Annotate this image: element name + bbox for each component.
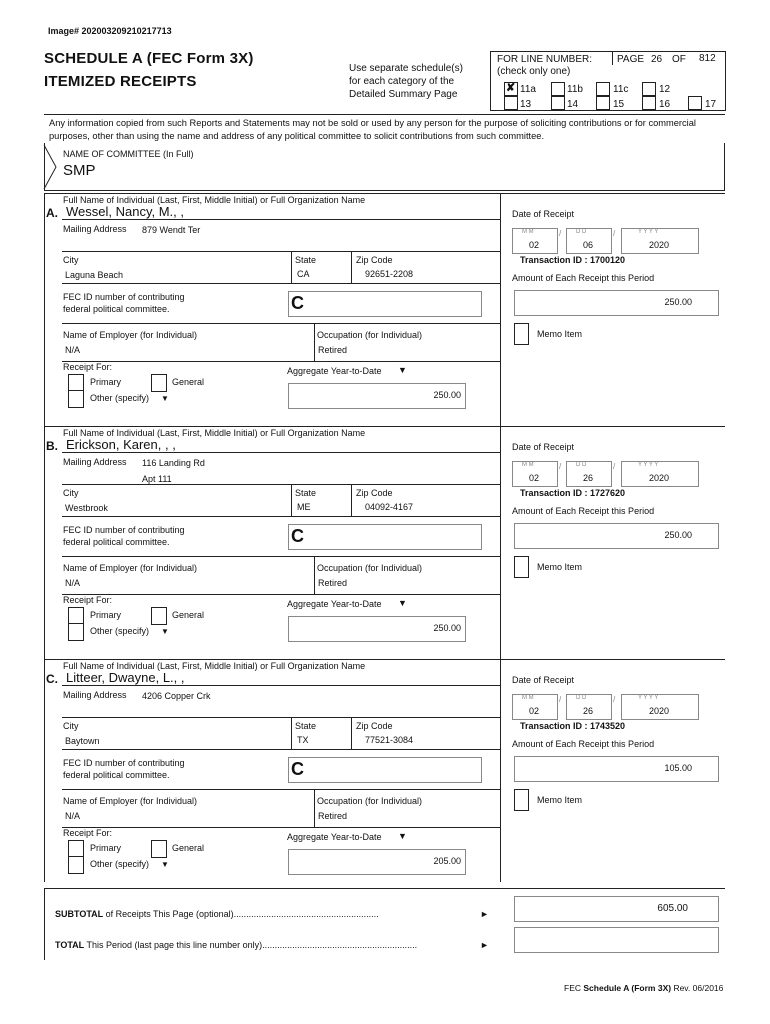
year-value: 2020 bbox=[649, 240, 670, 250]
aggregate-label: Aggregate Year-to-Date bbox=[287, 832, 382, 842]
committee-label: NAME OF COMMITTEE (In Full) bbox=[63, 149, 194, 159]
subtotal-value: 605.00 bbox=[657, 903, 688, 914]
dd-hint: D D bbox=[576, 695, 587, 701]
year-field[interactable] bbox=[621, 694, 699, 720]
receipt-for-label: Receipt For: bbox=[63, 362, 113, 372]
employer-label: Name of Employer (for Individual) bbox=[63, 796, 198, 806]
general-label: General bbox=[172, 377, 205, 387]
other-dropdown-icon[interactable]: ▼ bbox=[161, 627, 169, 636]
zip-label: Zip Code bbox=[356, 721, 393, 731]
line-13-label: 13 bbox=[520, 99, 532, 110]
occupation-value[interactable]: Retired bbox=[318, 345, 348, 355]
fec-c-prefix: C bbox=[291, 759, 304, 779]
other-label: Other (specify) bbox=[90, 859, 150, 869]
memo-item-label: Memo Item bbox=[537, 329, 583, 339]
page-number: 26 bbox=[651, 54, 663, 65]
date-separator: / bbox=[559, 229, 562, 238]
amount-label: Amount of Each Receipt this Period bbox=[512, 273, 655, 283]
zip-label: Zip Code bbox=[356, 255, 393, 265]
mailing-address-label: Mailing Address bbox=[63, 224, 127, 234]
primary-label: Primary bbox=[90, 377, 121, 387]
date-separator: / bbox=[613, 695, 616, 704]
memo-item-checkbox[interactable] bbox=[514, 789, 529, 811]
memo-item-label: Memo Item bbox=[537, 795, 583, 805]
zip-value[interactable]: 77521-3084 bbox=[365, 735, 414, 745]
full-name-label: Full Name of Individual (Last, First, Middle Initial) or Full Organization Name bbox=[63, 661, 366, 671]
fec-id-label: FEC ID number of contributing federal political committee. bbox=[63, 292, 185, 314]
yyyy-hint: Y Y Y Y bbox=[638, 229, 659, 235]
aggregate-value: 250.00 bbox=[433, 390, 461, 400]
occupation-label: Occupation (for Individual) bbox=[317, 330, 423, 340]
day-field[interactable] bbox=[566, 694, 612, 720]
mm-hint: M M bbox=[522, 229, 534, 235]
receipt-for-label: Receipt For: bbox=[63, 828, 113, 838]
other-checkbox[interactable] bbox=[68, 623, 84, 641]
other-label: Other (specify) bbox=[90, 393, 150, 403]
aggregate-field[interactable] bbox=[288, 616, 466, 642]
line-11c-label: 11c bbox=[613, 84, 629, 95]
zip-value[interactable]: 92651-2208 bbox=[365, 269, 414, 279]
line-12-checkbox[interactable] bbox=[642, 82, 656, 96]
occupation-label: Occupation (for Individual) bbox=[317, 563, 423, 573]
month-value: 02 bbox=[529, 240, 540, 250]
aggregate-field[interactable] bbox=[288, 849, 466, 875]
state-label: State bbox=[295, 721, 317, 731]
date-of-receipt-label: Date of Receipt bbox=[512, 675, 575, 685]
fec-id-field[interactable] bbox=[288, 524, 482, 550]
amount-value: 250.00 bbox=[664, 297, 692, 307]
aggregate-arrow-icon: ▼ bbox=[398, 598, 407, 608]
committee-name[interactable]: SMP bbox=[63, 162, 96, 179]
aggregate-label: Aggregate Year-to-Date bbox=[287, 599, 382, 609]
month-value: 02 bbox=[529, 473, 540, 483]
check-mark-icon: ✘ bbox=[506, 82, 516, 94]
yyyy-hint: Y Y Y Y bbox=[638, 695, 659, 701]
aggregate-field[interactable] bbox=[288, 383, 466, 409]
mailing-address-line2[interactable]: Apt 111 bbox=[142, 474, 172, 484]
line-11a-checkbox[interactable] bbox=[504, 82, 518, 96]
aggregate-label: Aggregate Year-to-Date bbox=[287, 366, 382, 376]
employer-value[interactable]: N/A bbox=[65, 811, 81, 821]
primary-label: Primary bbox=[90, 843, 121, 853]
image-id: Image# 202003209210217713 bbox=[48, 26, 172, 36]
memo-item-checkbox[interactable] bbox=[514, 323, 529, 345]
mailing-address-label: Mailing Address bbox=[63, 690, 127, 700]
year-value: 2020 bbox=[649, 706, 670, 716]
other-dropdown-icon: ▼ bbox=[161, 860, 169, 869]
general-checkbox[interactable] bbox=[151, 374, 167, 392]
form-footer: FEC Schedule A (Form 3X) Rev. 06/2016 bbox=[564, 983, 724, 993]
fec-id-field[interactable] bbox=[288, 291, 482, 317]
date-separator: / bbox=[559, 695, 562, 704]
aggregate-arrow-icon: ▼ bbox=[398, 831, 407, 841]
employer-label: Name of Employer (for Individual) bbox=[63, 330, 198, 340]
full-name-label: Full Name of Individual (Last, First, Middle Initial) or Full Organization Name bbox=[63, 195, 366, 205]
fec-id-label: FEC ID number of contributing federal political committee. bbox=[63, 525, 185, 547]
line-12-label: 12 bbox=[659, 84, 671, 95]
month-field[interactable] bbox=[512, 461, 558, 487]
line-11c-checkbox[interactable] bbox=[596, 82, 610, 96]
subtotal-label: SUBTOTAL of Receipts This Page (optional).......................................................... bbox=[55, 909, 379, 919]
day-field[interactable] bbox=[566, 461, 612, 487]
mailing-address-line1[interactable]: 4206 Copper Crk bbox=[142, 691, 211, 701]
subtotal-field[interactable] bbox=[514, 896, 719, 922]
state-value[interactable]: CA bbox=[297, 269, 310, 279]
day-field[interactable] bbox=[566, 228, 612, 254]
fec-c-prefix: C bbox=[291, 526, 304, 546]
amount-field[interactable] bbox=[514, 523, 719, 549]
subtotal-arrow-icon: ► bbox=[480, 909, 489, 919]
dd-hint: D D bbox=[576, 462, 587, 468]
entry-letter: A. bbox=[46, 206, 58, 220]
line-13-checkbox[interactable] bbox=[504, 96, 518, 110]
state-value[interactable]: ME bbox=[297, 502, 311, 512]
city-value[interactable]: Laguna Beach bbox=[65, 270, 124, 280]
aggregate-value: 250.00 bbox=[433, 623, 461, 633]
zip-value[interactable]: 04092-4167 bbox=[365, 502, 414, 512]
total-label: TOTAL This Period (last page this line number only).............................................................. bbox=[55, 940, 418, 950]
contributor-name[interactable]: Litteer, Dwayne, L., , bbox=[66, 670, 185, 685]
general-checkbox[interactable] bbox=[151, 840, 167, 858]
line-17-checkbox[interactable] bbox=[688, 96, 702, 110]
occupation-value[interactable]: Retired bbox=[318, 578, 348, 588]
aggregate-value: 205.00 bbox=[433, 856, 461, 866]
city-value[interactable]: Westbrook bbox=[65, 503, 108, 513]
month-field[interactable] bbox=[512, 228, 558, 254]
transaction-id: Transaction ID : 1727620 bbox=[520, 488, 626, 498]
occupation-value[interactable]: Retired bbox=[318, 811, 348, 821]
page-label: PAGE bbox=[617, 54, 645, 65]
employer-label: Name of Employer (for Individual) bbox=[63, 563, 198, 573]
date-separator: / bbox=[559, 462, 562, 471]
amount-label: Amount of Each Receipt this Period bbox=[512, 506, 655, 516]
mailing-address-line1[interactable]: 116 Landing Rd bbox=[142, 458, 205, 468]
other-checkbox[interactable] bbox=[68, 856, 84, 874]
zip-label: Zip Code bbox=[356, 488, 393, 498]
line-15-label: 15 bbox=[613, 99, 625, 110]
form-subtitle: ITEMIZED RECEIPTS bbox=[44, 73, 197, 90]
day-value: 26 bbox=[583, 473, 594, 483]
total-field[interactable] bbox=[514, 927, 719, 953]
total-arrow-icon: ► bbox=[480, 940, 489, 950]
year-value: 2020 bbox=[649, 473, 670, 483]
transaction-id: Transaction ID : 1743520 bbox=[520, 721, 626, 731]
entry-letter: C. bbox=[46, 672, 58, 686]
state-label: State bbox=[295, 488, 317, 498]
line-11b-checkbox[interactable] bbox=[551, 82, 565, 96]
memo-item-checkbox[interactable] bbox=[514, 556, 529, 578]
aggregate-arrow-icon: ▼ bbox=[398, 365, 407, 375]
line-14-checkbox[interactable] bbox=[551, 96, 565, 110]
month-field[interactable] bbox=[512, 694, 558, 720]
check-only-one-label: (check only one) bbox=[497, 66, 571, 77]
other-dropdown-icon[interactable]: ▼ bbox=[161, 394, 169, 403]
other-label: Other (specify) bbox=[90, 626, 150, 636]
year-field[interactable] bbox=[621, 228, 699, 254]
full-name-label: Full Name of Individual (Last, First, Middle Initial) or Full Organization Name bbox=[63, 428, 366, 438]
city-label: City bbox=[63, 721, 79, 731]
line-16-checkbox[interactable] bbox=[642, 96, 656, 110]
date-of-receipt-label: Date of Receipt bbox=[512, 442, 575, 452]
mailing-address-label: Mailing Address bbox=[63, 457, 127, 467]
amount-label: Amount of Each Receipt this Period bbox=[512, 739, 655, 749]
amount-value: 105.00 bbox=[664, 763, 692, 773]
contributor-name[interactable]: Wessel, Nancy, M., , bbox=[66, 204, 184, 219]
date-of-receipt-label: Date of Receipt bbox=[512, 209, 575, 219]
for-line-number-label: FOR LINE NUMBER: bbox=[497, 54, 593, 65]
fec-id-label: FEC ID number of contributing federal political committee. bbox=[63, 758, 185, 780]
line-17-label: 17 bbox=[705, 99, 717, 110]
employer-value[interactable]: N/A bbox=[65, 345, 81, 355]
dd-hint: D D bbox=[576, 229, 587, 235]
of-label: OF bbox=[672, 54, 686, 65]
state-label: State bbox=[295, 255, 317, 265]
occupation-label: Occupation (for Individual) bbox=[317, 796, 423, 806]
date-separator: / bbox=[613, 462, 616, 471]
mm-hint: M M bbox=[522, 695, 534, 701]
line-16-label: 16 bbox=[659, 99, 671, 110]
city-value[interactable]: Baytown bbox=[65, 736, 100, 746]
date-separator: / bbox=[613, 229, 616, 238]
memo-item-label: Memo Item bbox=[537, 562, 583, 572]
employer-value[interactable]: N/A bbox=[65, 578, 81, 588]
month-value: 02 bbox=[529, 706, 540, 716]
transaction-id: Transaction ID : 1700120 bbox=[520, 255, 626, 265]
line-14-label: 14 bbox=[567, 99, 579, 110]
amount-value: 250.00 bbox=[664, 530, 692, 540]
year-field[interactable] bbox=[621, 461, 699, 487]
general-label: General bbox=[172, 610, 205, 620]
usage-notice: Any information copied from such Reports and Statements may not be sold or used by any person for the purpose of soliciting contributions or for commercial purposes, other than using the name and address of any political committee to solicit contributions from such committee. bbox=[49, 118, 696, 141]
day-value: 26 bbox=[583, 706, 594, 716]
city-label: City bbox=[63, 488, 79, 498]
yyyy-hint: Y Y Y Y bbox=[638, 462, 659, 468]
general-checkbox[interactable] bbox=[151, 607, 167, 625]
separate-schedule-note: Use separate schedule(s) for each category of the Detailed Summary Page bbox=[349, 63, 463, 100]
mailing-address-line1[interactable]: 879 Wendt Ter bbox=[142, 225, 201, 235]
fec-id-field[interactable] bbox=[288, 757, 482, 783]
line-15-checkbox[interactable] bbox=[596, 96, 610, 110]
line-11a-label: 11a bbox=[520, 84, 536, 95]
fec-c-prefix: C bbox=[291, 293, 304, 313]
amount-field[interactable] bbox=[514, 756, 719, 782]
line-11b-label: 11b bbox=[567, 84, 583, 95]
other-checkbox[interactable] bbox=[68, 390, 84, 408]
general-label: General bbox=[172, 843, 205, 853]
mm-hint: M M bbox=[522, 462, 534, 468]
page-total: 812 bbox=[699, 53, 716, 64]
form-title: SCHEDULE A (FEC Form 3X) bbox=[44, 50, 254, 67]
city-label: City bbox=[63, 255, 79, 265]
state-value[interactable]: TX bbox=[297, 735, 309, 745]
committee-bracket-icon bbox=[42, 143, 60, 191]
amount-field[interactable] bbox=[514, 290, 719, 316]
entry-letter: B. bbox=[46, 439, 58, 453]
receipt-for-label: Receipt For: bbox=[63, 595, 113, 605]
contributor-name[interactable]: Erickson, Karen, , , bbox=[66, 437, 176, 452]
day-value: 06 bbox=[583, 240, 594, 250]
primary-label: Primary bbox=[90, 610, 121, 620]
